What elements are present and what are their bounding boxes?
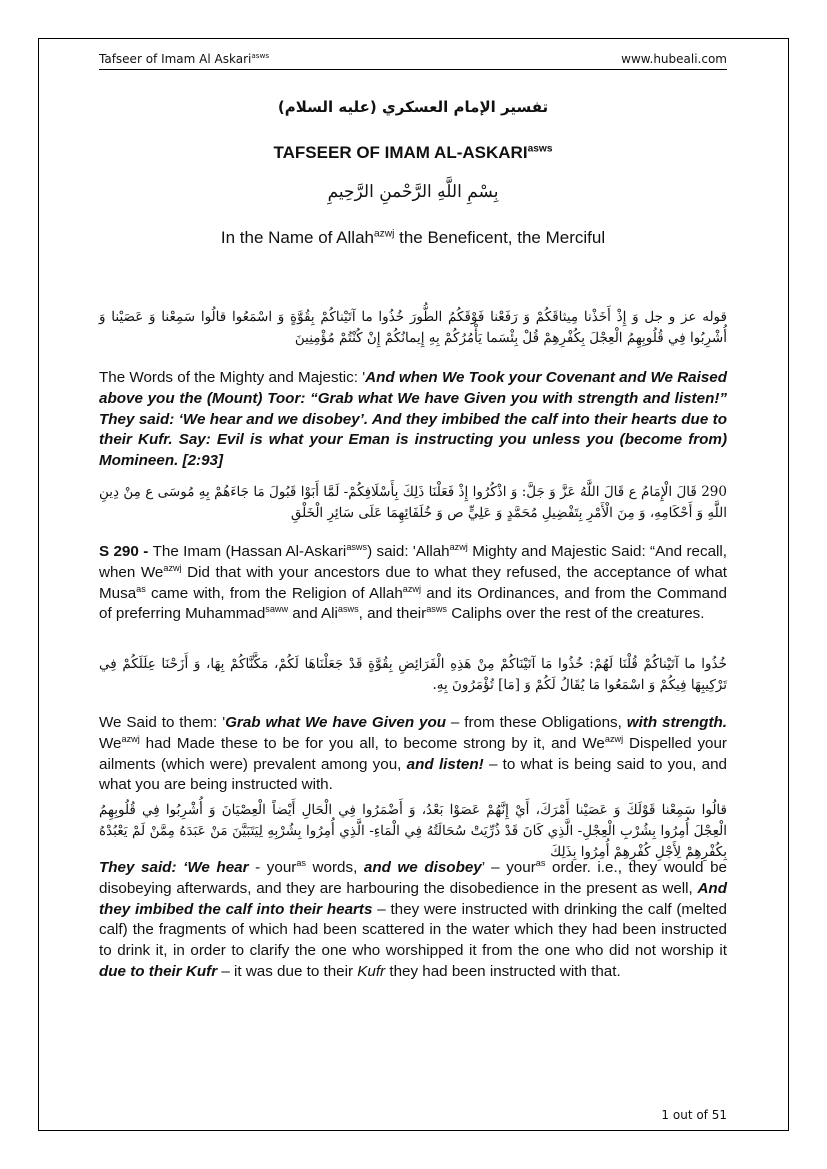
text-span: Kufr (357, 962, 386, 980)
text-span: The Imam (Hassan Al-Askari (152, 543, 347, 560)
english-paragraph-1 (99, 368, 727, 472)
text-sup: asws (337, 604, 359, 615)
text-span: We (99, 734, 122, 752)
header-title (99, 52, 269, 66)
text-sup: azwj (121, 733, 140, 744)
text-span: and Ali (288, 605, 338, 623)
text-span: And when We Took your Covenant and We Raised above you the (Mount) Toor: “Grab what We have Given you with strength and listen!” They said: ‘We hear and we disobey’. And they imbibed the calf into their hearts due to their Kufr. Say: Evil is what your Eman is instructing you unless you (become from) Momineen. [2:93] (99, 369, 728, 470)
invocation-sup: azwj (373, 228, 395, 240)
english-title (99, 143, 727, 163)
text-sup: asws (346, 541, 368, 552)
text-span: – to what is being said to you, and what you are being instructed with. (99, 755, 728, 794)
text-sup: azwj (449, 541, 468, 552)
text-span: with strength. (626, 714, 727, 731)
text-span: - your (248, 859, 297, 876)
text-span: – from these Obligations, (446, 714, 627, 731)
text-span: ) said: 'Allah (367, 543, 450, 560)
text-span: The Words of the Mighty and Majestic: ' (99, 369, 366, 386)
text-span: they had been instructed with that. (385, 962, 621, 980)
text-span: order. i.e., they would be disobeying afterwards, and they are harbouring the disobedience in the present as well, (99, 859, 727, 897)
arabic-title: تفسير الإمام العسكري (عليه السلام) (277, 98, 549, 116)
text-span: S 290 - (99, 543, 153, 560)
text-sup: azwj (604, 733, 624, 744)
header-title-text: Tafseer of Imam Al Askari (99, 52, 252, 66)
text-span: and its Ordinances, and from the Command of preferring Muhammad (99, 584, 727, 623)
arabic-verse-1: قوله عز و جل وَ إِذْ أَخَذْنا مِيثاقَكُمْ وَ رَفَعْنا فَوْقَكُمُ الطُّورَ خُذُوا ما آتَيْناكُمْ بِقُوَّةٍ وَ اسْمَعُوا قالُوا سَمِعْنا وَ عَصَيْنا وَ أُشْرِبُوا فِي قُلُوبِهِمُ الْعِجْلَ بِكُفْرِهِمْ قُلْ بِئْسَما يَأْمُرُكُمْ بِهِ إِيمانُكُمْ إِنْ كُنْتُمْ مُؤْمِنِينَ (99, 309, 727, 346)
arabic-verse-3: خُذُوا ما آتَيْناكُمْ قُلْنَا لَهُمْ: خُذُوا مَا آتَيْنَاكُمْ مِنْ هَذِهِ الْفَرَائِضِ بِقُوَّةٍ قَدْ جَعَلْنَاهَا لَكُمْ، مَكَّنَّاكُمْ بِهَا، وَ أَزَحْنَا عِلَلَكُمْ فِي تَرْكِيبِهَا فِيكُمْ وَ اسْمَعُوا مَا يُقَالُ لَكُمْ وَ [مَا] تُؤْمَرُونَ بِهِ. (99, 656, 727, 693)
text-sup: azwj (163, 562, 182, 573)
text-span: and listen! (406, 755, 484, 773)
text-sup: asws (426, 604, 447, 615)
text-span: They said: ‘We hear (99, 859, 249, 876)
arabic-verse-4: قالُوا سَمِعْنا قَوْلَكَ وَ عَصَيْنا أَمْرَكَ، أَيْ إِنَّهُمْ عَصَوْا بَعْدُ، وَ أَضْمَرُوا فِي الْحَالِ أَيْضاً الْعِصْيَانَ وَ أُشْرِبُوا فِي قُلُوبِهِمُ الْعِجْلَ أُمِرُوا بِشُرْبِ الْعِجْلِ- الَّذِي كَانَ قَدْ ذُرِّيَتْ سُحَالَتُهُ فِي الْمَاءِ- الَّذِي أُمِرُوا بِشُرْبِهِ لِيَتَبَيَّنَ مَنْ عَبَدَهُ مِمَّنْ لَمْ يَعْبُدْهُ بِكُفْرِهِمْ لِأَجْلِ كُفْرِهِمْ أُمِرُوا بِذَلِكَ (99, 802, 727, 860)
invocation-line (99, 228, 727, 248)
page-number: 1 out of 51 (661, 1108, 727, 1122)
text-sup: azwj (402, 583, 422, 594)
text-span: Caliphs over the rest of the creatures. (446, 605, 705, 623)
text-span: ’ – your (481, 859, 536, 876)
english-paragraph-4 (99, 858, 727, 983)
text-span: , and their (358, 605, 427, 623)
header-title-sup: asws (251, 51, 270, 60)
english-paragraph-3 (99, 713, 727, 796)
text-span: We Said to them: ' (99, 714, 226, 731)
text-span: – they were instructed with drinking the calf (melted calf) the fragments of which had been scattered in the water which they had been instructed to drink it, in order to clarify the one who worshipped it from the one who did not worship it (99, 900, 727, 960)
basmala: بِسْمِ اللَّهِ الرَّحْمنِ الرَّحِيمِ (327, 182, 499, 202)
text-span: Grab what We have Given you (225, 714, 447, 731)
text-sup: as (136, 583, 146, 594)
text-sup: as (535, 857, 546, 868)
text-span: words, (305, 859, 364, 876)
text-span: came with, from the Religion of Allah (145, 584, 403, 602)
invocation-post: the Beneficent, the Merciful (394, 228, 606, 247)
english-title-text: TAFSEER OF IMAM AL-ASKARI (273, 143, 528, 162)
text-span: Mighty and Majestic Said: “And recall, when We (99, 543, 727, 581)
text-sup: as (296, 857, 306, 868)
english-paragraph-2 (99, 542, 727, 625)
text-span: Did that with your ancestors due to what they refused, the acceptance of what Musa (99, 563, 727, 602)
header-website[interactable]: www.hubeali.com (621, 52, 727, 66)
header-divider (99, 69, 727, 70)
text-span: – it was due to their (217, 962, 358, 980)
invocation-pre: In the Name of Allah (220, 228, 374, 247)
text-span: due to their Kufr (99, 962, 218, 980)
english-title-sup: asws (527, 143, 553, 155)
text-span: Dispelled your ailments (which were) prevalent among you, (99, 734, 727, 773)
text-span: and we disobey (363, 859, 482, 876)
arabic-verse-2: 290 قَالَ الْإِمَامُ ع قَالَ اللَّهُ عَزَّ وَ جَلَّ: وَ اذْكُرُوا إِذْ فَعَلْنَا ذَلِكَ بِأَسْلَافِكُمْ- لَمَّا أَبَوْا قَبُولَ مَا جَاءَهُمْ بِهِ مُوسَى ع مِنْ دِينِ اللَّهِ وَ أَحْكَامِهِ، وَ مِنَ الْأَمْرِ بِتَفْضِيلِ مُحَمَّدٍ وَ عَلِيٍّ ص وَ خُلَفَائِهِمَا عَلَى سَائِرِ الْخَلْقِ (99, 484, 727, 521)
text-span: had Made these to be for you all, to become strong by it, and We (139, 734, 605, 752)
text-sup: saww (265, 604, 289, 615)
text-span: And they imbibed the calf into their hearts (99, 879, 727, 918)
